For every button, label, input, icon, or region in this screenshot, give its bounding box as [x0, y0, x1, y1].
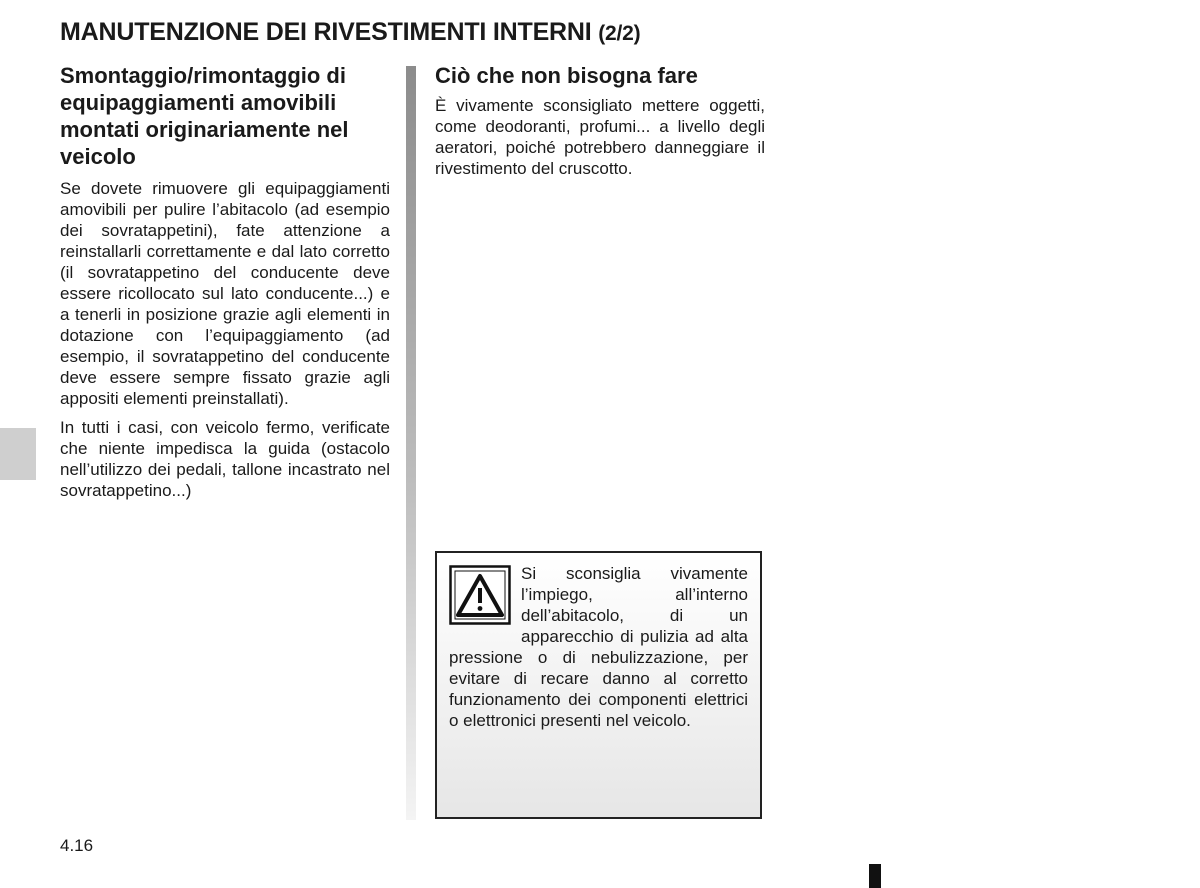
section-heading-donts: Ciò che non bisogna fare — [435, 63, 698, 88]
warning-text: Si sconsiglia vivamente l’impiego, all’interno dell’abitacolo, di un apparecchio di pulizia ad alta pressione o di nebulizzazione, per evitare di recare danno al corretto funzionamento dei componenti elettrici o elettronici presenti nel veicolo. — [449, 564, 748, 730]
column-divider — [406, 66, 416, 820]
warning-triangle-icon — [449, 565, 511, 625]
paragraph-air-vents: È vivamente sconsigliato mettere oggetti, come deodoranti, profumi... a livello degli aeratori, poiché potrebbero danneggiare il rivestimento del cruscotto. — [435, 96, 765, 178]
section-heading-removal: Smontaggio/rimontaggio di equipaggiamenti amovibili montati originariamente nel veicolo — [60, 63, 349, 169]
left-column — [60, 62, 390, 509]
page-title — [60, 18, 640, 47]
warning-box — [435, 551, 762, 819]
chapter-tab — [0, 428, 36, 480]
title-main: MANUTENZIONE DEI RIVESTIMENTI INTERNI — [60, 18, 592, 46]
title-part: (2/2) — [598, 22, 641, 45]
paragraph-driving-check: In tutti i casi, con veicolo fermo, verificate che niente impedisca la guida (ostacolo nell’utilizzo dei pedali, tallone incastrato nel sovratappetino...) — [60, 418, 390, 500]
right-column — [435, 62, 765, 187]
corner-mark — [869, 864, 881, 888]
page-number: 4.16 — [60, 836, 94, 855]
paragraph-removal-instructions: Se dovete rimuovere gli equipaggiamenti amovibili per pulire l’abitacolo (ad esempio dei sovratappetini), fate attenzione a reinstallarli correttamente e dal lato corretto (il sovratappetino del conducente deve essere ricollocato sul lato conducente...) e a tenerli in posizione grazie agli elementi in dotazione con l’equipaggiamento (ad esempio, il sovratappetino del conducente deve essere sempre fissato grazie agli appositi elementi preinstallati). — [60, 179, 390, 408]
